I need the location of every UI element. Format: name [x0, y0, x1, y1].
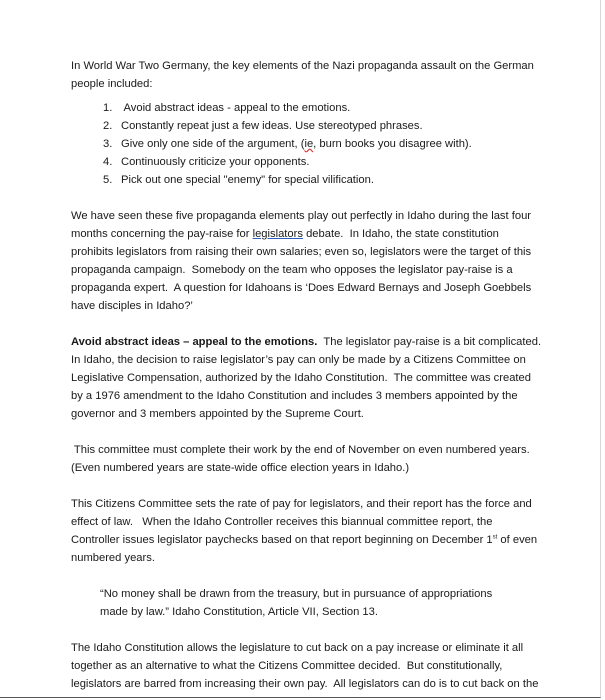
text-line: This Citizens Committee sets the rate of pay for legislators, and their report has the force and [71, 498, 532, 510]
text-line: In World War Two Germany, the key elements of the Nazi propaganda assault on the German [71, 60, 534, 72]
text-line: propaganda campaign. Somebody on the team who opposes the legislator pay-raise is a [71, 264, 513, 276]
text-run: , burn books you disagree with). [313, 138, 472, 150]
text-run: Controller issues legislator paychecks based on that report beginning on December 1 [71, 534, 493, 546]
text-line: numbered years. [71, 552, 155, 564]
text-line: effect of law. When the Idaho Controller receives this biannual committee report, the [71, 516, 493, 528]
list-text: Pick out one special "enemy" for special vilification. [121, 174, 374, 186]
committee-deadline-paragraph [71, 441, 530, 477]
list-item [103, 153, 472, 171]
text-line: made by law.” Idaho Constitution, Article VII, Section 13. [100, 606, 378, 618]
superscript: st [492, 534, 498, 541]
text-line: The Idaho Constitution allows the legislature to cut back on a pay increase or eliminate it all [71, 642, 524, 654]
list-text: Continuously criticize your opponents. [121, 156, 310, 168]
list-number: 1. [103, 102, 113, 114]
idaho-paragraph [71, 207, 531, 315]
text-line: prohibits legislators from raising their own salaries; even so, legislators were the target of this [71, 246, 532, 258]
list-text: Avoid abstract ideas - appeal to the emotions. [121, 102, 351, 114]
list-number: 5. [103, 174, 113, 186]
text-line: propaganda expert. A question for Idahoans is ‘Does Edward Bernays and Joseph Goebbels [71, 282, 532, 294]
abstract-ideas-paragraph [71, 333, 541, 423]
text-line: legislators are barred from increasing their own pay. All legislators can do is to cut back on the [71, 678, 539, 690]
list-item [103, 171, 472, 189]
text-run: of even [497, 534, 538, 546]
text-run: The legislator pay-raise is a bit complicated. [317, 336, 542, 348]
text-line: people included: [71, 78, 153, 90]
section-lead-heading: Avoid abstract ideas – appeal to the emotions. [71, 336, 318, 348]
text-line: (Even numbered years are state-wide office election years in Idaho.) [71, 462, 410, 474]
text-run: Give only one side of the argument, ( [121, 138, 305, 150]
list-item [103, 117, 472, 135]
legislature-paragraph [71, 639, 538, 693]
citizens-committee-paragraph [71, 495, 537, 567]
list-number: 2. [103, 120, 113, 132]
spelling-error-word[interactable]: ie [304, 138, 314, 150]
text-line [71, 333, 541, 351]
numbered-list [103, 99, 472, 189]
text-line: This committee must complete their work by the end of November on even numbered years. [71, 444, 530, 456]
text-line [71, 531, 537, 549]
text-line [71, 225, 531, 243]
text-line: have disciples in Idaho?’ [71, 300, 193, 312]
list-number: 4. [103, 156, 113, 168]
constitution-quote [100, 585, 492, 621]
intro-paragraph [71, 57, 534, 93]
list-text: Constantly repeat just a few ideas. Use stereotyped phrases. [121, 120, 423, 132]
list-number: 3. [103, 138, 113, 150]
text-run: months concerning the pay-raise for [71, 228, 253, 240]
text-line: by a 1976 amendment to the Idaho Constitution and includes 3 members appointed by the [71, 390, 518, 402]
text-line: together as an alternative to what the Citizens Committee decided. But constitutionally, [71, 660, 503, 672]
list-text [121, 135, 472, 153]
text-line: In Idaho, the decision to raise legislator’s pay can only be made by a Citizens Committee on [71, 354, 526, 366]
list-item [103, 135, 472, 153]
text-line: Legislative Compensation, authorized by the Idaho Constitution. The committee was created [71, 372, 531, 384]
text-line: We have seen these five propaganda elements play out perfectly in Idaho during the last four [71, 210, 532, 222]
text-run: debate. In Idaho, the state constitution [302, 228, 499, 240]
grammar-flagged-word[interactable]: legislators [252, 228, 303, 240]
text-line: governor and 3 members appointed by the Supreme Court. [71, 408, 364, 420]
text-line: “No money shall be drawn from the treasury, but in pursuance of appropriations [100, 588, 493, 600]
list-item [103, 99, 472, 117]
